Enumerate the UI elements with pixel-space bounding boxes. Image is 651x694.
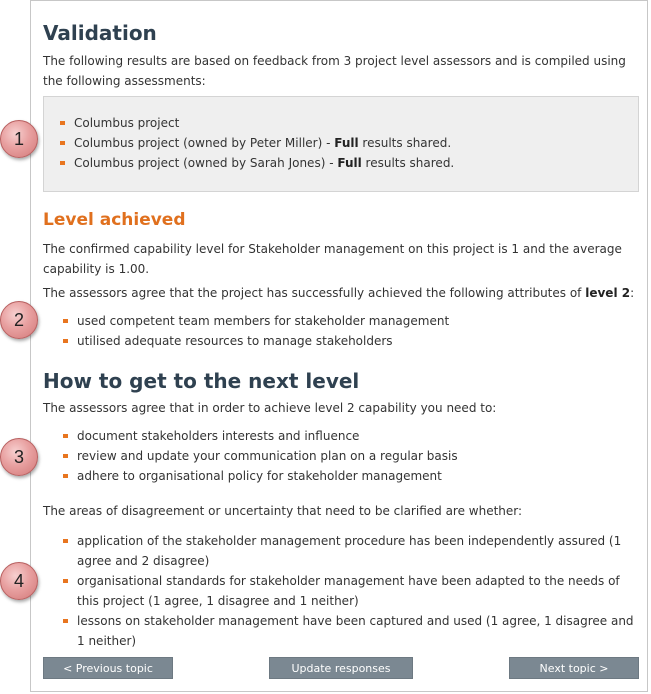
assessments-box [43, 96, 639, 192]
list-item: document stakeholders interests and influence [59, 426, 458, 446]
next-level-need-text: The assessors agree that in order to achieve level 2 capability you need to: [43, 401, 497, 415]
next-level-heading: How to get to the next level [43, 369, 360, 393]
callout-marker-4: 4 [0, 562, 38, 600]
previous-topic-button[interactable]: < Previous topic [43, 657, 173, 679]
agree-level: level 2 [585, 286, 631, 300]
disagreement-text: The areas of disagreement or uncertainty that need to be clarified are whether: [43, 504, 523, 518]
agree-attributes-text [43, 283, 639, 303]
list-item: adhere to organisational policy for stakeholder management [59, 466, 458, 486]
list-item: utilised adequate resources to manage stakeholders [59, 331, 449, 351]
list-item: application of the stakeholder management procedure has been independently assured (1 agree and 2 disagree) [59, 531, 639, 571]
callout-marker-3: 3 [0, 438, 38, 476]
assessment-text: Columbus project (owned by Peter Miller) - [74, 136, 335, 150]
agree-suffix: : [630, 286, 635, 300]
update-responses-button[interactable]: Update responses [269, 657, 413, 679]
list-item [58, 153, 454, 173]
assessments-list [58, 113, 454, 173]
share-level: Full [337, 156, 362, 170]
attributes-list [59, 311, 449, 351]
next-topic-button[interactable]: Next topic > [509, 657, 639, 679]
list-item [58, 113, 454, 133]
level-achieved-heading: Level achieved [43, 210, 186, 230]
list-item: lessons on stakeholder management have been captured and used (1 agree, 1 disagree and 1 neither) [59, 611, 639, 651]
agree-prefix: The assessors agree that the project has successfully achieved the following attributes of [43, 286, 586, 300]
list-item: used competent team members for stakeholder management [59, 311, 449, 331]
confirmed-level-text: The confirmed capability level for Stakeholder management on this project is 1 and the average capability is 1.00. [43, 242, 622, 276]
validation-intro: The following results are based on feedback from 3 project level assessors and is compiled using the following assessments: [43, 54, 626, 88]
assessment-text: Columbus project (owned by Sarah Jones) - [74, 156, 338, 170]
results-panel [30, 0, 648, 692]
share-level: Full [334, 136, 359, 150]
needs-list [59, 426, 458, 486]
validation-heading: Validation [43, 21, 157, 45]
assessment-suffix: results shared. [361, 156, 455, 170]
list-item: organisational standards for stakeholder management have been adapted to the needs of this project (1 agree, 1 disagree and 1 neither) [59, 571, 639, 611]
assessment-suffix: results shared. [358, 136, 452, 150]
callout-marker-1: 1 [0, 120, 38, 158]
disagreements-list [59, 531, 639, 651]
list-item: review and update your communication plan on a regular basis [59, 446, 458, 466]
list-item [58, 133, 454, 153]
callout-marker-2: 2 [0, 301, 38, 339]
assessment-text: Columbus project [74, 116, 180, 130]
